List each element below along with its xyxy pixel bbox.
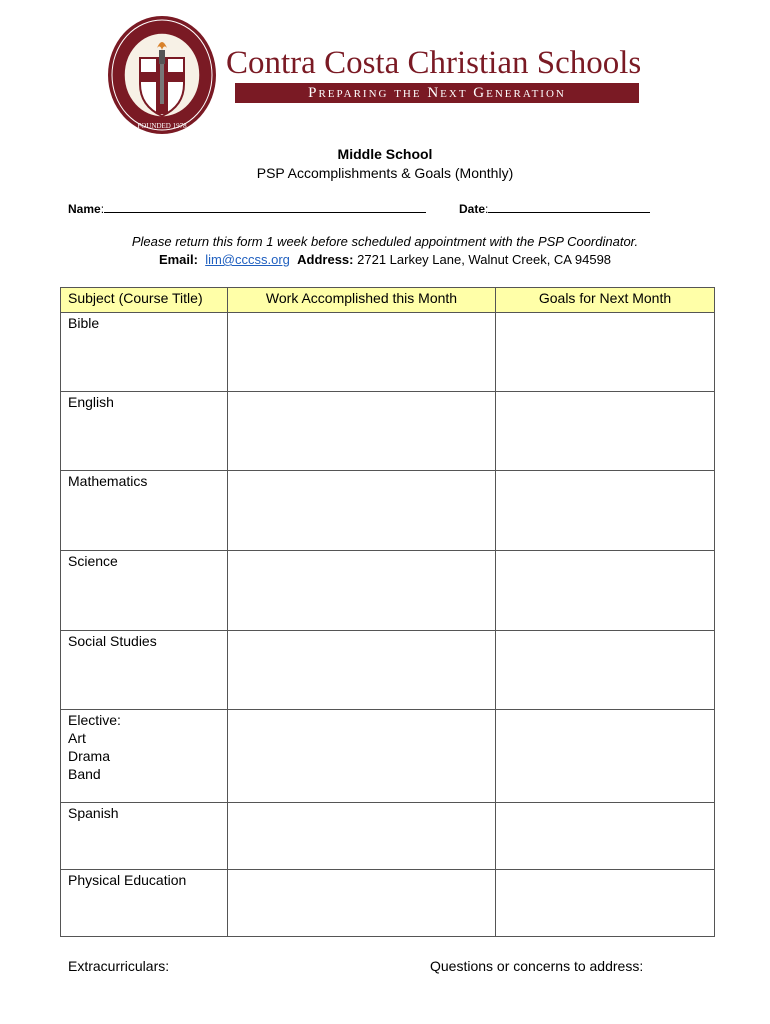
- work-cell[interactable]: [228, 313, 496, 392]
- name-input-line[interactable]: [104, 201, 426, 213]
- date-field[interactable]: Date:: [459, 201, 650, 217]
- subject-cell: English: [61, 392, 228, 471]
- table-row: [61, 870, 715, 937]
- goals-cell[interactable]: [496, 631, 715, 710]
- goals-cell[interactable]: [496, 551, 715, 631]
- email-link[interactable]: lim@cccss.org: [205, 252, 290, 267]
- goals-cell[interactable]: [496, 471, 715, 551]
- subject-cell: Mathematics: [61, 471, 228, 551]
- subject-cell: Bible: [61, 313, 228, 392]
- table-row: [61, 803, 715, 870]
- goals-cell[interactable]: [496, 710, 715, 803]
- page-title: Middle School: [337, 146, 433, 162]
- subject-cell: Spanish: [61, 803, 228, 870]
- table-row: [61, 710, 715, 803]
- date-label: Date: [459, 202, 486, 216]
- table-row: [61, 551, 715, 631]
- subject-cell: Elective: Art Drama Band: [61, 710, 228, 803]
- address-label: Address:: [297, 252, 354, 267]
- questions-label: Questions or concerns to address:: [430, 958, 644, 974]
- work-cell[interactable]: [228, 710, 496, 803]
- work-cell[interactable]: [228, 471, 496, 551]
- column-header-work-accomplished: Work Accomplished this Month: [228, 288, 496, 313]
- contact-line: [0, 251, 770, 268]
- table-row: [61, 631, 715, 710]
- subject-cell: Physical Education: [61, 870, 228, 937]
- work-cell[interactable]: [228, 870, 496, 937]
- goals-cell[interactable]: [496, 313, 715, 392]
- name-field[interactable]: Name:: [68, 201, 426, 217]
- work-cell[interactable]: [228, 392, 496, 471]
- goals-cell[interactable]: [496, 803, 715, 870]
- column-header-goals: Goals for Next Month: [496, 288, 715, 313]
- table-header-row: [61, 288, 715, 313]
- name-label: Name: [68, 202, 101, 216]
- page-subtitle: PSP Accomplishments & Goals (Monthly): [256, 165, 514, 181]
- svg-text:FOUNDED 1978: FOUNDED 1978: [137, 122, 187, 130]
- school-seal-logo: [106, 14, 218, 136]
- goals-cell[interactable]: [496, 392, 715, 471]
- school-name-wordmark: Contra Costa Christian Schools: [226, 45, 642, 81]
- goals-cell[interactable]: [496, 870, 715, 937]
- email-label: Email:: [158, 252, 198, 267]
- table-row: [61, 313, 715, 392]
- column-header-subject: Subject (Course Title): [61, 288, 228, 313]
- address-value: 2721 Larkey Lane, Walnut Creek, CA 94598: [357, 252, 612, 267]
- subject-cell: Social Studies: [61, 631, 228, 710]
- work-cell[interactable]: [228, 551, 496, 631]
- accomplishments-table: [60, 287, 715, 937]
- table-row: [61, 392, 715, 471]
- work-cell[interactable]: [228, 631, 496, 710]
- work-cell[interactable]: [228, 803, 496, 870]
- instructions-text: Please return this form 1 week before scheduled appointment with the PSP Coordinator.: [131, 234, 639, 249]
- subject-cell: Science: [61, 551, 228, 631]
- table-row: [61, 471, 715, 551]
- school-tagline: Preparing the Next Generation: [235, 83, 639, 103]
- date-input-line[interactable]: [488, 201, 650, 213]
- extracurriculars-label: Extracurriculars:: [68, 958, 170, 974]
